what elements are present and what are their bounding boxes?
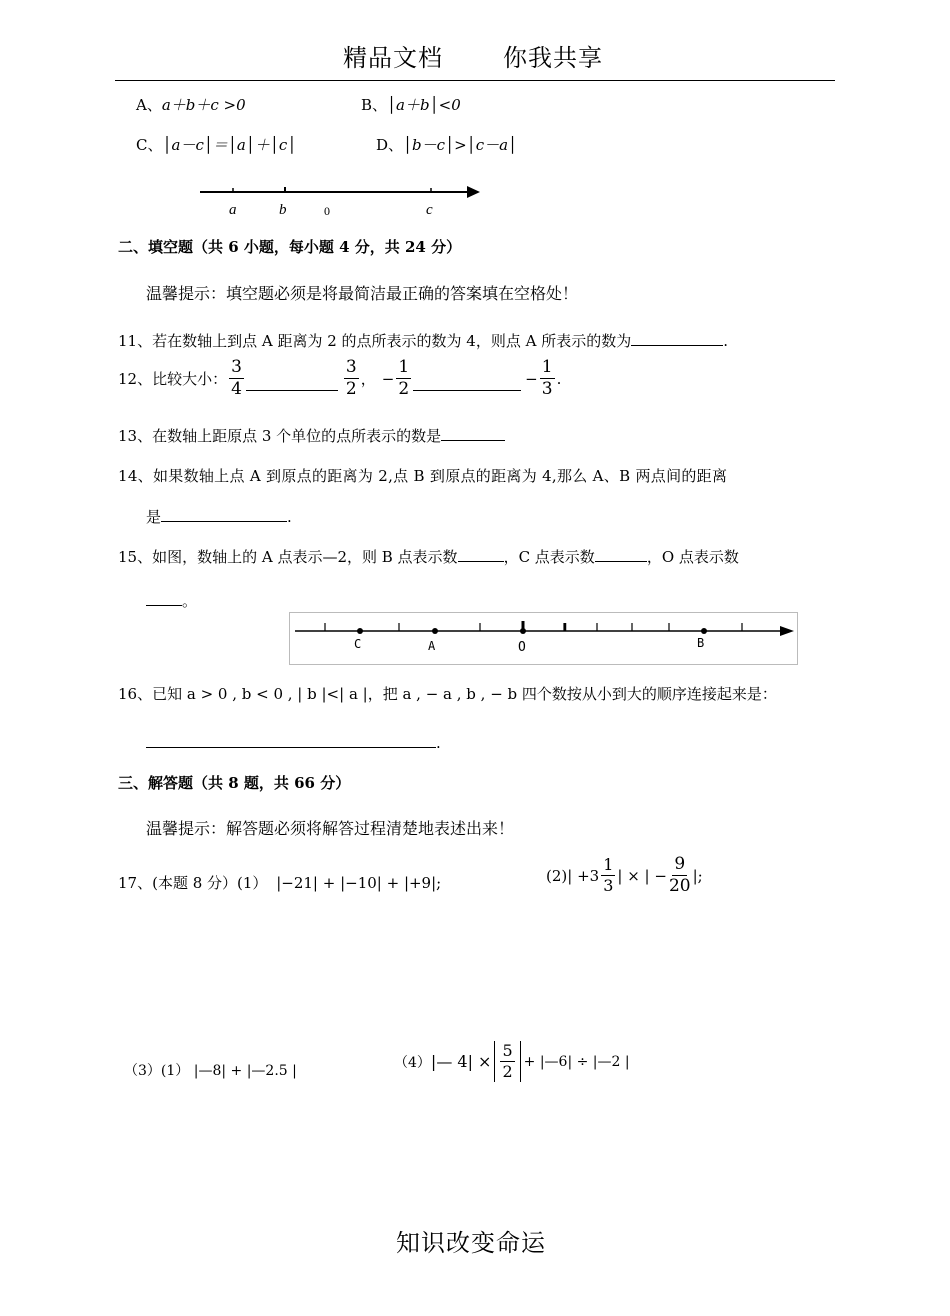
q17-p2-mid: | × | −	[617, 866, 667, 885]
choice-b	[361, 94, 461, 115]
choice-c-label: C、	[136, 136, 163, 154]
section3-tip: 温馨提示：解答题必须将解答过程清楚地表述出来！	[146, 819, 515, 838]
q15-end: 。	[182, 592, 198, 610]
footer-text: 知识改变命运	[396, 1229, 546, 1257]
q17-p4-abs-fraction	[494, 1041, 520, 1082]
q15-p1: 15、如图，数轴上的 A 点表示—2，则 B 点表示数	[118, 548, 458, 566]
q17-p4-frac-num: 5	[502, 1041, 513, 1060]
choice-d-label: D、	[376, 136, 404, 154]
q13-blank[interactable]	[441, 426, 505, 441]
q17-p3-expr: |—8| + |—2.5 |	[193, 1063, 297, 1079]
q17-p3-label: （3）(1）	[124, 1063, 190, 1079]
question-11	[118, 330, 728, 351]
q14-line2-text: 是	[146, 508, 162, 526]
q17-p4-pre: |— 4| ×	[430, 1052, 492, 1071]
q12-f2-den: 2	[345, 379, 357, 399]
q17-prefix: 17、(本题 8 分）(1）	[118, 874, 268, 892]
q12-end: .	[556, 369, 562, 388]
q17-expr-1: |−21| + |−10| + |+9|;	[276, 874, 442, 892]
choice-b-label: B、	[361, 96, 388, 114]
section2-title: 二、填空题（共 6 小题，每小题 4 分，共 24 分）	[118, 238, 462, 256]
q15-ticks	[325, 623, 742, 631]
q12-f3-num: 1	[398, 357, 410, 377]
choice-b-expr: │a＋b│<0	[387, 96, 461, 114]
q16-end: .	[436, 734, 441, 752]
q12-fraction-2	[344, 359, 359, 398]
q17-p2-mixed-fraction	[601, 857, 615, 894]
header-rule	[115, 80, 835, 81]
q12-f1-den: 4	[231, 379, 242, 399]
q12-f2-num: 3	[345, 357, 357, 377]
q15-point-c	[357, 628, 363, 634]
q17-p2-fraction	[669, 856, 691, 895]
question-16-answer-line	[146, 733, 441, 752]
question-17-part-4	[394, 1041, 630, 1082]
q17-p4-post: + |—6| ÷ |—2 |	[523, 1053, 630, 1070]
q14-end: .	[287, 508, 292, 526]
q15-arrow	[780, 626, 794, 636]
choice-d	[376, 134, 517, 155]
header-right: 你我共享	[503, 44, 603, 72]
choice-c	[136, 134, 296, 155]
q17-p2-label: (2)	[546, 866, 568, 885]
q15-label-a: A	[428, 639, 436, 653]
label-a: a	[229, 202, 237, 218]
section2-tip: 温馨提示：填空题必须是将最简洁最正确的答案填在空格处！	[146, 284, 579, 303]
q12-comma: ，	[360, 370, 376, 388]
q12-neg-2: −	[525, 369, 538, 388]
q15-label-c: C	[354, 637, 362, 651]
q11-text: 11、若在数轴上到点 A 距离为 2 的点所表示的数为 4，则点 A 所表示的数为	[118, 332, 632, 350]
q11-end: .	[723, 332, 728, 350]
question-13	[118, 425, 505, 446]
q17-p2-pre: | +3	[567, 866, 600, 885]
choice-c-expr: │a－c│＝│a│＋│c│	[162, 136, 297, 154]
q12-f4-den: 3	[541, 379, 553, 399]
question-15-line-1	[118, 546, 739, 567]
q12-fraction-1	[229, 359, 244, 398]
q15-label-o: O	[518, 640, 526, 655]
q16-blank[interactable]	[146, 733, 436, 748]
choice-a	[136, 94, 246, 115]
q17-p4-frac-den: 2	[502, 1062, 513, 1081]
question-15-line-2	[146, 590, 197, 611]
q15-blank-o[interactable]	[146, 591, 182, 606]
label-b: b	[279, 202, 287, 218]
q17-p2-frac-den: 20	[668, 876, 691, 896]
q12-prefix: 12、比较大小：	[118, 370, 228, 388]
q11-blank[interactable]	[631, 331, 723, 346]
q15-point-o	[520, 628, 526, 634]
question-12	[118, 359, 561, 398]
question-17-part-1	[118, 872, 441, 893]
q12-fraction-4	[540, 359, 555, 398]
header-left: 精品文档	[343, 44, 443, 72]
q15-point-b	[701, 628, 707, 634]
q17-p2-mixed-num: 1	[603, 855, 614, 874]
label-zero: 0	[324, 204, 330, 218]
number-line-arrow	[467, 186, 480, 198]
q15-p2: ，C 点表示数	[503, 548, 595, 566]
number-line-figure	[195, 180, 495, 222]
q12-f4-num: 1	[541, 357, 553, 377]
q15-blank-c[interactable]	[595, 547, 647, 562]
q17-p4-fraction	[500, 1043, 514, 1080]
question-16: 16、已知 a > 0 , b < 0 , | b |<| a |，把 a , − a , b , − b 四个数按从小到大的顺序连接起来是：	[118, 685, 777, 703]
q12-f1-num: 3	[231, 357, 242, 377]
q17-p2-end: |;	[692, 866, 703, 885]
q12-fraction-3	[396, 359, 411, 398]
choice-a-expr: a＋b＋c >0	[161, 96, 246, 114]
q12-neg-1: −	[381, 369, 395, 388]
q14-blank[interactable]	[161, 507, 287, 522]
q15-blank-b[interactable]	[458, 547, 504, 562]
choice-a-label: A、	[136, 96, 162, 114]
section3-title: 三、解答题（共 8 题，共 66 分）	[118, 774, 351, 792]
q15-p3: ，O 点表示数	[646, 548, 739, 566]
q15-label-b: B	[697, 636, 705, 650]
q15-point-a	[432, 628, 438, 634]
q13-text: 13、在数轴上距原点 3 个单位的点所表示的数是	[118, 427, 442, 445]
question-17-part-2	[546, 856, 703, 895]
q15-number-line	[289, 612, 797, 664]
q12-blank-2[interactable]	[413, 376, 521, 391]
question-14-line-2	[146, 506, 292, 527]
q17-p2-frac-num: 9	[674, 854, 686, 874]
q17-p2-mixed-den: 3	[603, 876, 614, 895]
question-14-line-1: 14、如果数轴上点 A 到原点的距离为 2,点 B 到原点的距离为 4,那么 A、B 两点间的距离	[118, 467, 728, 485]
q12-f3-den: 2	[398, 379, 410, 399]
q17-p4-label: （4）	[394, 1054, 431, 1071]
question-17-part-3	[124, 1060, 297, 1080]
label-c: c	[426, 202, 433, 218]
q12-blank-1[interactable]	[246, 376, 338, 391]
choice-d-expr: │b－c│>│c－a│	[403, 136, 518, 154]
